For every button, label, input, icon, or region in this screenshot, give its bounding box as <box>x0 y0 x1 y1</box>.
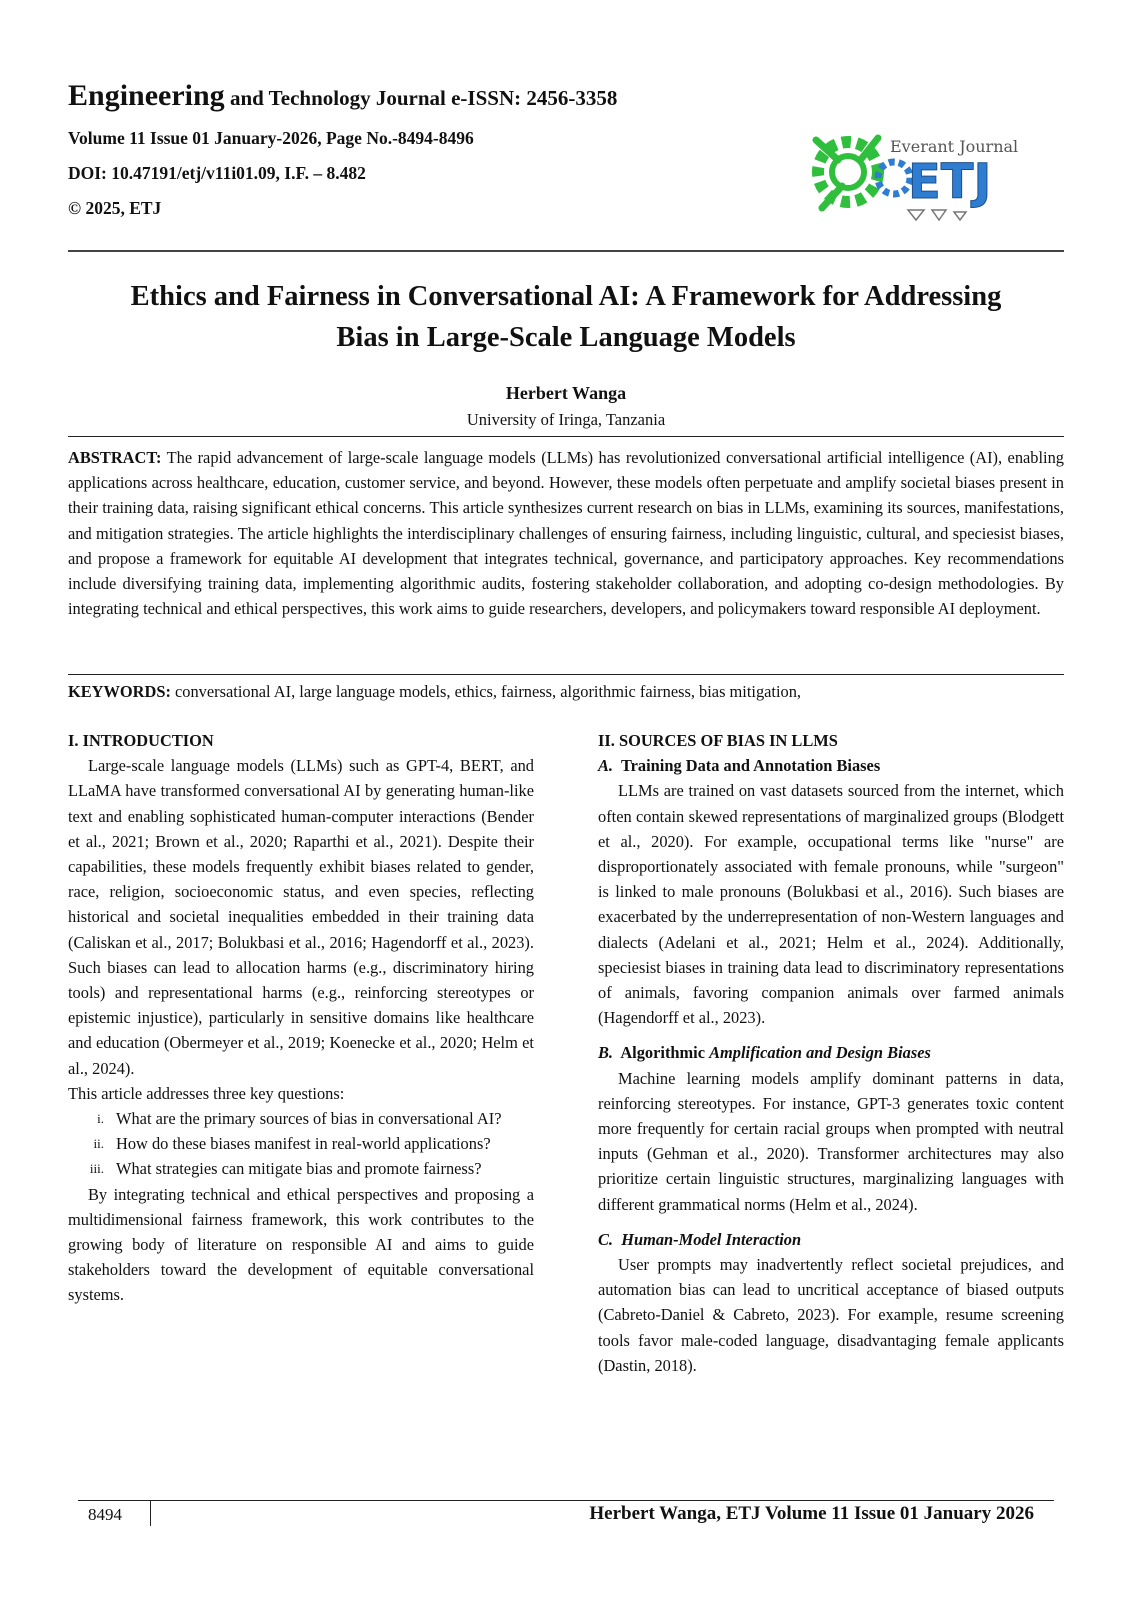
list-text: What strategies can mitigate bias and promote fairness? <box>116 1159 482 1179</box>
list-text: What are the primary sources of bias in conversational AI? <box>116 1109 502 1129</box>
author-affiliation: University of Iringa, Tanzania <box>466 410 666 429</box>
footer-rule <box>78 1500 1054 1501</box>
doi-line: DOI: 10.47191/etj/v11i01.09, I.F. – 8.482 <box>68 163 366 183</box>
journal-name-rest: and Technology Journal e-ISSN: 2456-3358 <box>229 86 618 110</box>
journal-name-main: Engineering <box>68 79 225 112</box>
logo-main-text: ETJ <box>908 154 992 210</box>
running-footer: Herbert Wanga, ETJ Volume 11 Issue 01 January 2026 <box>589 1503 1034 1524</box>
subsection-c-heading <box>598 1227 1064 1252</box>
section-heading-introduction: I. INTRODUCTION <box>68 731 214 750</box>
journal-name <box>68 78 768 114</box>
abstract-label: ABSTRACT: <box>68 448 162 467</box>
keywords-label: KEYWORDS: <box>68 682 171 701</box>
logo-decor <box>908 210 966 220</box>
subsection-b-title-italic: Amplification and Design Biases <box>709 1043 931 1063</box>
intro-paragraph-2: This article addresses three key questions: <box>68 1083 345 1103</box>
intro-paragraph-1: Large-scale language models (LLMs) such as GPT-4, BERT, and LLaMA have transformed conversational AI by generating human-like text and enabling sophisticated human-computer interactions (Bender et al., 2021; Brown et al., 2020; Raparthi et al., 2021). Despite their capabilities, these models frequently exhibit biases related to gender, race, religion, socioeconomic status, and even species, reflecting historical and societal inequalities embedded in their training data (Caliskan et al., 2017; Bolukbasi et al., 2016; Hagendorff et al., 2023). Such biases can lead to allocation harms (e.g., discriminatory hiring tools) and representational harms (e.g., reinforcing stereotypes or epistemic injustice), particularly in sensitive domains like healthcare and education (Obermeyer et al., 2019; Koenecke et al., 2020; Helm et al., 2024). <box>68 756 534 1078</box>
abstract-top-rule <box>68 436 1064 437</box>
keywords <box>68 680 1064 704</box>
subsection-c-paragraph: User prompts may inadvertently reflect societal prejudices, and automation bias can lead to uncritical acceptance of biased outputs (Cabreto-Daniel & Cabreto, 2023). For example, resume screening tools favor male-coded language, disadvantaging female applicants (Dastin, 2018). <box>598 1255 1064 1375</box>
subsection-a-heading <box>598 753 1064 778</box>
page-number: 8494 <box>88 1505 122 1524</box>
abstract-bottom-rule <box>68 674 1064 675</box>
research-questions-list <box>68 1106 534 1182</box>
subsection-a-letter: A. <box>598 756 614 776</box>
subsection-c-letter: C. <box>598 1229 614 1249</box>
intro-paragraph-3: By integrating technical and ethical perspectives and proposing a multidimensional fairness framework, this work contributes to the growing body of literature on responsible AI and aims to guide stakeholders toward the development of equitable conversational systems. <box>68 1184 534 1305</box>
etj-logo <box>808 120 1018 224</box>
subsection-b-heading <box>598 1040 1064 1065</box>
list-number: i. <box>97 1111 104 1127</box>
subsection-a-title: Training Data and Annotation Biases <box>620 756 881 776</box>
subsection-b-title-bold: Algorithmic <box>620 1043 705 1063</box>
subsection-c-title: Human-Model Interaction <box>621 1229 802 1249</box>
section-heading-sources: II. SOURCES OF BIAS IN LLMS <box>598 731 838 750</box>
title-line-1: Ethics and Fairness in Conversational AI: A Framework for Addressing <box>130 281 1002 312</box>
keywords-text: conversational AI, large language models, ethics, fairness, algorithmic fairness, bias mitigation, <box>175 682 802 701</box>
abstract-text: The rapid advancement of large-scale language models (LLMs) has revolutionized conversational artificial intelligence (AI), enabling applications across healthcare, education, customer service, and beyond. However, these models often perpetuate and amplify societal biases present in their training data, raising significant ethical concerns. This article synthesizes current research on bias in LLMs, examining its sources, manifestations, and mitigation strategies. The article highlights the interdisciplinary challenges of ensuring fairness, including linguistic, cultural, and speciesist biases, and propose a framework for equitable AI development that integrates technical, governance, and participatory approaches. Key recommendations include diversifying training data, implementing algorithmic audits, fostering stakeholder collaboration, and adopting co-design methodologies. By integrating technical and ethical perspectives, this work aims to guide researchers, developers, and policymakers toward responsible AI deployment. <box>68 448 1064 619</box>
list-text: How do these biases manifest in real-world applications? <box>116 1134 491 1154</box>
journal-header <box>68 78 768 219</box>
right-column <box>598 728 1064 1378</box>
author-name: Herbert Wanga <box>505 383 627 403</box>
paper-title <box>68 276 1064 358</box>
abstract <box>68 445 1064 621</box>
list-number: iii. <box>89 1161 104 1177</box>
title-line-2: Bias in Large-Scale Language Models <box>336 322 796 353</box>
logo-top-text: Everant Journal <box>890 137 1018 156</box>
list-item <box>68 1106 534 1131</box>
subsection-a-paragraph: LLMs are trained on vast datasets sourced from the internet, which often contain skewed representations of marginalized groups (Blodgett et al., 2020). For example, occupational terms like "nurse" are disproportionately associated with female pronouns, while "surgeon" is linked to male pronouns (Bolukbasi et al., 2016). Such biases are exacerbated by the underrepresentation of non-Western languages and dialects (Adelani et al., 2021; Helm et al., 2024). Additionally, speciesist biases in training data lead to discriminatory representations of animals, favoring companion animals over farmed animals (Hagendorff et al., 2023). <box>598 781 1064 1028</box>
copyright-line: © 2025, ETJ <box>68 198 162 218</box>
volume-line: Volume 11 Issue 01 January-2026, Page No.-8494-8496 <box>68 128 474 148</box>
gear-icon <box>816 138 878 208</box>
header-rule <box>68 250 1064 252</box>
list-item <box>68 1156 534 1181</box>
list-item <box>68 1131 534 1156</box>
list-number: ii. <box>93 1136 104 1152</box>
subsection-b-paragraph: Machine learning models amplify dominant patterns in data, reinforcing stereotypes. For instance, GPT-3 generates toxic content more frequently for certain racial groups when prompted with neutral inputs (Gehman et al., 2020). Transformer architectures may also prioritize certain linguistic structures, marginalizing languages with different grammatical norms (Helm et al., 2024). <box>598 1068 1064 1214</box>
footer-separator <box>150 1500 151 1526</box>
left-column <box>68 728 534 1308</box>
subsection-b-letter: B. <box>598 1043 614 1063</box>
